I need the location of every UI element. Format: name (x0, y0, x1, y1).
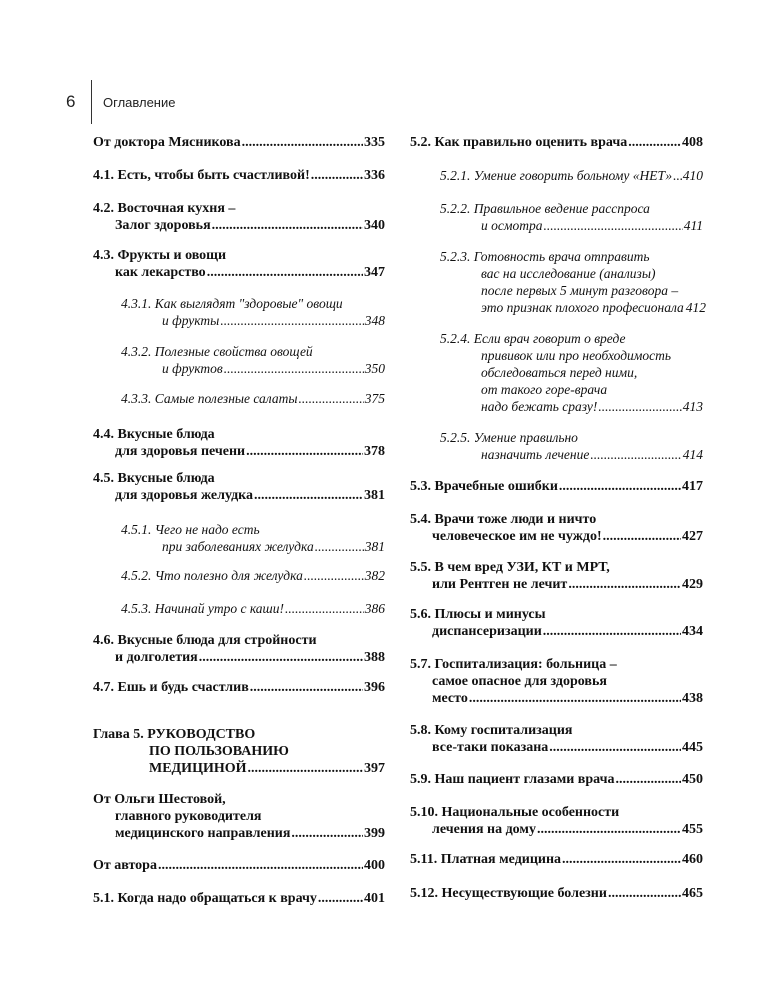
toc-entry (93, 247, 385, 281)
toc-page-number: 381 (364, 488, 385, 503)
toc-entry-title: 5.2.4. Если врач говорит о вреде (440, 331, 626, 346)
toc-entry (121, 521, 385, 555)
leader-dots (543, 623, 681, 640)
toc-entry-title-cont: надо бежать сразу! (481, 399, 598, 414)
toc-entry-title-cont: все-таки показана (432, 740, 549, 755)
toc-entry-title-cont: главного руководителя (115, 809, 262, 824)
toc-entry-title-cont: ПО ПОЛЬЗОВАНИЮ (149, 744, 289, 759)
toc-entry-title-cont: и фрукты (162, 313, 220, 328)
toc-entry (93, 200, 385, 234)
toc-page-number: 399 (364, 826, 385, 841)
toc-page-number: 465 (682, 886, 703, 901)
leader-dots (315, 538, 364, 555)
toc-page-number: 438 (682, 691, 703, 706)
toc-entry (440, 200, 703, 234)
toc-page-number: 412 (685, 300, 707, 315)
toc-page-number: 417 (682, 479, 703, 494)
toc-entry-title: 4.3. Фрукты и овощи (93, 248, 227, 263)
toc-entry-title: 5.2.5. Умение правильно (440, 430, 578, 445)
toc-page-number: 378 (364, 444, 385, 459)
toc-page-number: 408 (682, 135, 703, 150)
toc-entry (121, 343, 385, 377)
toc-entry-title-cont: МЕДИЦИНОЙ (149, 761, 247, 776)
toc-entry (410, 851, 703, 868)
toc-page-number: 434 (682, 624, 703, 639)
toc-page-number: 411 (683, 218, 703, 233)
toc-entry-title: 4.1. Есть, чтобы быть счастливой! (93, 168, 310, 183)
leader-dots (318, 890, 363, 907)
leader-dots (248, 760, 363, 777)
toc-entry-title-cont: обследоваться перед ними, (481, 365, 638, 380)
toc-entry-title: 5.3. Врачебные ошибки (410, 479, 558, 494)
toc-entry-title-cont: вас на исследование (анализы) (481, 266, 656, 281)
leader-dots (608, 885, 681, 902)
leader-dots (559, 478, 681, 495)
toc-entry (440, 330, 703, 415)
toc-entry (121, 600, 385, 617)
toc-entry (410, 656, 703, 707)
toc-entry-title: 5.5. В чем вред УЗИ, КТ и МРТ, (410, 560, 610, 575)
toc-entry-title-cont: для здоровья желудка (115, 488, 254, 503)
leader-dots (537, 821, 681, 838)
leader-dots (254, 487, 363, 504)
toc-entry-title: Глава 5. РУКОВОДСТВО (93, 727, 256, 742)
running-header: Оглавление (103, 95, 176, 110)
toc-entry-title-cont: и осмотра (481, 218, 543, 233)
toc-entry (93, 167, 385, 184)
toc-page-number: 414 (682, 447, 703, 462)
toc-entry-title: 5.10. Национальные особенности (410, 805, 620, 820)
toc-entry (410, 559, 703, 593)
toc-entry-title: 4.6. Вкусные блюда для стройности (93, 633, 317, 648)
toc-entry-title: 4.3.2. Полезные свойства овощей (121, 344, 313, 359)
toc-entry (440, 167, 703, 184)
toc-entry-title-cont: самое опасное для здоровья (432, 674, 607, 689)
toc-page-number: 382 (364, 568, 385, 583)
leader-dots (242, 134, 363, 151)
toc-entry (93, 890, 385, 907)
leader-dots (628, 134, 681, 151)
toc-entry (410, 606, 703, 640)
leader-dots (212, 217, 363, 234)
toc-page-number: 397 (364, 761, 385, 776)
toc-entry-title-cont: место (432, 691, 468, 706)
toc-entry (93, 426, 385, 460)
toc-entry-title: От Ольги Шестовой, (93, 792, 226, 807)
toc-entry (410, 771, 703, 788)
toc-page-number: 455 (682, 822, 703, 837)
toc-entry (121, 390, 385, 407)
leader-dots (562, 851, 681, 868)
toc-entry-title-cont: лечения на дому (432, 822, 536, 837)
leader-dots (224, 360, 364, 377)
toc-entry-title-cont: при заболеваниях желудка (162, 539, 314, 554)
toc-entry (410, 134, 703, 151)
toc-entry (93, 791, 385, 842)
toc-entry-title-cont: и долголетия (115, 650, 198, 665)
toc-page-number: 340 (364, 218, 385, 233)
toc-entry-title: 5.4. Врачи тоже люди и ничто (410, 512, 597, 527)
toc-entry-title: 5.11. Платная медицина (410, 852, 562, 867)
toc-entry (410, 511, 703, 545)
toc-entry (410, 804, 703, 838)
page-number: 6 (66, 92, 76, 111)
toc-entry-title-cont: прививок или про необходимость (481, 348, 672, 363)
toc-page-number: 386 (364, 601, 385, 616)
leader-dots (250, 679, 363, 696)
leader-dots (291, 825, 363, 842)
leader-dots (543, 217, 682, 234)
toc-entry (410, 478, 703, 495)
toc-entry-title: 4.5.2. Что полезно для желудка (121, 568, 303, 583)
leader-dots (199, 649, 363, 666)
toc-page-number: 429 (682, 577, 703, 592)
toc-page-number: 460 (682, 852, 703, 867)
toc-entry (93, 857, 385, 874)
toc-page-number: 336 (364, 168, 385, 183)
toc-entry-title-cont: и фруктов (162, 361, 223, 376)
toc-entry (93, 470, 385, 504)
toc-page-number: 347 (364, 265, 385, 280)
leader-dots (673, 167, 682, 184)
toc-entry-title: 5.9. Наш пациент глазами врача (410, 772, 615, 787)
toc-page-number: 381 (364, 539, 385, 554)
toc-page-number: 350 (364, 361, 385, 376)
toc-page-number: 400 (364, 858, 385, 873)
toc-page-number: 348 (364, 313, 385, 328)
leader-dots (158, 857, 363, 874)
leader-dots (246, 443, 363, 460)
toc-entry-title: От автора (93, 858, 157, 873)
toc-page-number: 445 (682, 740, 703, 755)
toc-entry-title: 4.3.1. Как выглядят "здоровые" овощи (121, 296, 343, 311)
leader-dots (549, 739, 681, 756)
toc-entry (93, 134, 385, 151)
toc-entry (121, 567, 385, 584)
toc-page-number: 427 (682, 529, 703, 544)
leader-dots (304, 567, 364, 584)
leader-dots (568, 576, 681, 593)
toc-page-number: 388 (364, 650, 385, 665)
toc-entry (93, 726, 385, 777)
toc-entry-title: 5.2.3. Готовность врача отправить (440, 249, 650, 264)
toc-entry-title-cont: как лекарство (115, 265, 206, 280)
toc-entry-title: 4.5. Вкусные блюда (93, 471, 215, 486)
toc-entry-title-cont: диспансеризации (432, 624, 542, 639)
toc-entry-title-cont: или Рентген не лечит (432, 577, 568, 592)
toc-entry-title: 5.1. Когда надо обращаться к врачу (93, 891, 317, 906)
toc-entry-title: 5.2.2. Правильное ведение расспроса (440, 201, 650, 216)
toc-entry (93, 632, 385, 666)
toc-entry-title: От доктора Мясникова (93, 135, 241, 150)
toc-entry-title: 4.3.3. Самые полезные салаты (121, 391, 298, 406)
leader-dots (311, 167, 363, 184)
toc-page-number: 396 (364, 680, 385, 695)
toc-entry (121, 295, 385, 329)
toc-entry (440, 248, 707, 316)
leader-dots (298, 390, 363, 407)
toc-entry-title: 4.4. Вкусные блюда (93, 427, 215, 442)
toc-page-number: 450 (682, 772, 703, 787)
toc-entry-title-cont: это признак плохого професионала (481, 300, 684, 315)
leader-dots (590, 446, 681, 463)
toc-entry-title: 5.2.1. Умение говорить больному «НЕТ» (440, 168, 673, 183)
toc-entry-title: 5.8. Кому госпитализация (410, 723, 573, 738)
toc-entry-title-cont: от такого горе-врача (481, 382, 608, 397)
toc-entry-title-cont: назначить лечение (481, 447, 590, 462)
toc-entry-title: 4.5.3. Начинай утро с каши! (121, 601, 284, 616)
leader-dots (598, 398, 681, 415)
toc-entry-title: 4.2. Восточная кухня – (93, 201, 236, 216)
header-divider (91, 80, 92, 124)
leader-dots (220, 312, 363, 329)
toc-entry-title-cont: Залог здоровья (115, 218, 211, 233)
toc-page-number: 401 (364, 891, 385, 906)
toc-page-number: 410 (682, 168, 703, 183)
leader-dots (285, 600, 364, 617)
toc-page-number: 335 (364, 135, 385, 150)
toc-entry-title-cont: после первых 5 минут разговора – (481, 283, 679, 298)
leader-dots (469, 690, 681, 707)
toc-entry-title: 5.2. Как правильно оценить врача (410, 135, 628, 150)
toc-entry (410, 885, 703, 902)
toc-entry-title: 5.12. Несуществующие болезни (410, 886, 607, 901)
toc-entry-title: 5.6. Плюсы и минусы (410, 607, 546, 622)
toc-entry-title-cont: человеческое им не чуждо! (432, 529, 602, 544)
leader-dots (207, 264, 363, 281)
leader-dots (615, 771, 681, 788)
toc-page-number: 413 (682, 399, 703, 414)
toc-entry-title-cont: медицинского направления (115, 826, 291, 841)
toc-entry-title: 5.7. Госпитализация: больница – (410, 657, 617, 672)
toc-entry-title: 4.7. Ешь и будь счастлив (93, 680, 249, 695)
toc-entry (410, 722, 703, 756)
toc-entry (440, 429, 703, 463)
toc-entry-title-cont: для здоровья печени (115, 444, 246, 459)
toc-entry (93, 679, 385, 696)
toc-page-number: 375 (364, 391, 385, 406)
leader-dots (603, 528, 681, 545)
toc-entry-title: 4.5.1. Чего не надо есть (121, 522, 260, 537)
